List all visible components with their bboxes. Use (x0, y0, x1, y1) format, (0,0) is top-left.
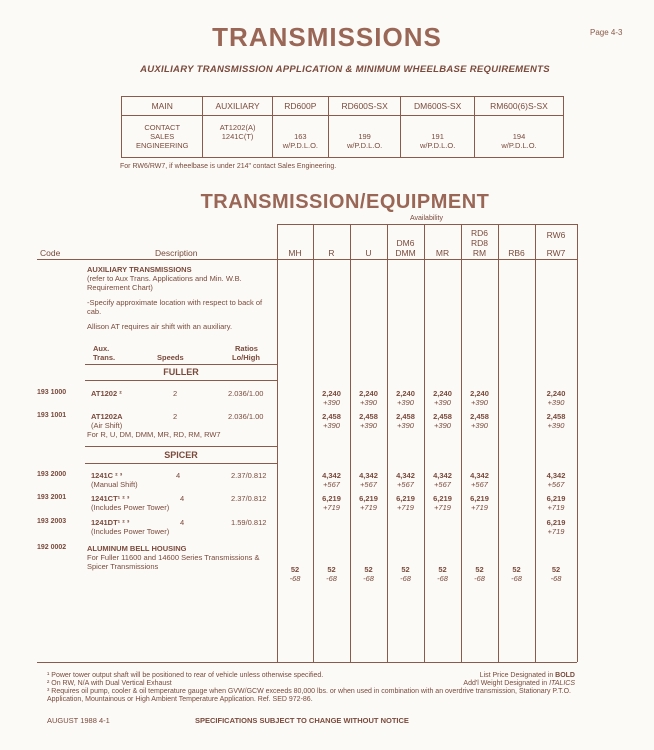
list-price: 4,342 (433, 471, 452, 480)
value-cell (387, 412, 424, 430)
application-table (121, 96, 564, 158)
col-divider (387, 224, 388, 662)
row-code: 193 1001 (37, 412, 67, 419)
list-price: 4,342 (359, 471, 378, 480)
added-weight: -68 (437, 574, 448, 583)
added-weight: +390 (434, 421, 451, 430)
col-divider (577, 224, 578, 662)
added-weight: +719 (547, 503, 565, 512)
list-price: 6,219 (433, 494, 452, 503)
header-rd600p: RD600P (272, 97, 328, 116)
aux-specify: -Specify approximate location with respect to back of cab. (87, 298, 263, 316)
col-rw7: RW7 (546, 248, 566, 258)
value-cell (535, 389, 577, 407)
col-r: R (328, 248, 335, 258)
row-code: 192 0002 (37, 544, 67, 551)
col-mr: MR (435, 248, 450, 258)
row-speeds: 4 (180, 518, 185, 527)
page-title: TRANSMISSIONS (212, 22, 442, 52)
aux-reference: (refer to Aux Trans. Applications and Min. W.B. Requirement Chart) (87, 274, 242, 292)
value-cell (313, 471, 350, 489)
sub-ratios: Ratios (235, 344, 258, 353)
added-weight: +390 (547, 421, 565, 430)
added-weight: +390 (323, 421, 340, 430)
list-price: 2,240 (359, 389, 378, 398)
value-cell (424, 494, 461, 512)
added-weight: +567 (360, 480, 377, 489)
value-cell (350, 565, 387, 583)
row-code: 193 2003 (37, 518, 67, 525)
added-weight: +390 (360, 398, 377, 407)
sub-trans: Trans. (93, 353, 116, 362)
sub-speeds: Speeds (157, 353, 184, 362)
list-price: 6,219 (546, 518, 566, 527)
cell-dm600s: 191 w/P.D.L.O. (401, 116, 475, 158)
added-weight: +390 (360, 421, 377, 430)
list-price: 2,458 (322, 412, 341, 421)
cell-rm600: 194 w/P.D.L.O. (475, 116, 564, 158)
list-price: 52 (327, 565, 336, 574)
cell-main: CONTACT SALES ENGINEERING (122, 116, 203, 158)
value-cell (424, 565, 461, 583)
value-cell (535, 494, 577, 512)
header-rd600s: RD600S-SX (328, 97, 400, 116)
row-model: 1241C ² ³ (91, 471, 123, 480)
spicer-heading: SPICER (164, 450, 198, 460)
added-weight: +719 (434, 503, 451, 512)
legend-italic: Add'l Weight Designated in ITALICS (463, 680, 575, 687)
col-divider (535, 224, 536, 662)
added-weight: -68 (474, 574, 485, 583)
value-cell (313, 565, 350, 583)
row-code: 193 2000 (37, 471, 67, 478)
value-cell (313, 389, 350, 407)
list-price: 52 (438, 565, 447, 574)
row-ratio: 2.036/1.00 (228, 412, 264, 421)
sub-lohigh: Lo/High (232, 353, 260, 362)
bottom-rule (37, 662, 577, 663)
added-weight: +719 (360, 503, 377, 512)
row-ratio: 2.37/0.812 (231, 471, 267, 480)
rule (85, 380, 277, 381)
cell-rd600s: 199 w/P.D.L.O. (328, 116, 400, 158)
col-description: Description (155, 248, 198, 258)
value-cell (535, 565, 577, 583)
value-cell (350, 471, 387, 489)
added-weight: +390 (434, 398, 451, 407)
value-cell (461, 389, 498, 407)
row-ratio: 2.37/0.812 (231, 494, 267, 503)
list-price: 2,240 (470, 389, 489, 398)
value-cell (461, 565, 498, 583)
value-cell (461, 494, 498, 512)
value-cell (387, 389, 424, 407)
added-weight: +567 (397, 480, 414, 489)
header-rule (37, 259, 577, 260)
list-price: 2,458 (433, 412, 452, 421)
list-price: 4,342 (322, 471, 341, 480)
added-weight: +567 (323, 480, 340, 489)
list-price: 52 (401, 565, 410, 574)
header-rm600: RM600(6)S-SX (475, 97, 564, 116)
value-cell (498, 565, 535, 583)
value-cell (535, 518, 577, 536)
added-weight: +719 (323, 503, 340, 512)
row-speeds: 4 (180, 494, 185, 503)
sub-aux: Aux. (93, 344, 110, 353)
value-cell (461, 412, 498, 430)
row-model: 1241CT¹ ² ³ (91, 494, 130, 503)
added-weight: +390 (397, 398, 414, 407)
value-cell (387, 494, 424, 512)
list-price: 2,458 (396, 412, 415, 421)
value-cell (424, 471, 461, 489)
section-subtitle: AUXILIARY TRANSMISSION APPLICATION & MINIMUM WHEELBASE REQUIREMENTS (140, 64, 550, 75)
col-dmm: DMM (395, 248, 416, 258)
list-price: 52 (364, 565, 373, 574)
value-cell (350, 389, 387, 407)
added-weight: +390 (471, 421, 488, 430)
value-cell (350, 494, 387, 512)
col-divider (350, 224, 351, 662)
added-weight: +390 (547, 398, 565, 407)
row-speeds: 2 (173, 389, 178, 398)
list-price: 2,240 (546, 389, 566, 398)
footnote-2: ² On RW, N/A with Dual Vertical Exhaust (47, 680, 172, 687)
added-weight: +567 (434, 480, 451, 489)
list-price: 2,458 (470, 412, 489, 421)
list-price: 6,219 (359, 494, 378, 503)
equipment-title: TRANSMISSION/EQUIPMENT (200, 191, 490, 213)
value-cell (535, 412, 577, 430)
col-code: Code (40, 248, 61, 258)
col-divider (277, 224, 278, 662)
row-sub: (Air Shift) (91, 421, 123, 430)
col-mh: MH (288, 248, 302, 258)
row-sub: For Fuller 11600 and 14600 Series Transmissions & Spicer Transmissions (87, 553, 260, 571)
col-rm: RM (472, 248, 487, 258)
value-cell (535, 471, 577, 489)
list-price: 6,219 (396, 494, 415, 503)
added-weight: -68 (289, 574, 301, 583)
rule (85, 463, 277, 464)
rule (85, 446, 277, 447)
availability-rule (277, 224, 577, 225)
added-weight: +719 (397, 503, 414, 512)
legend-bold: List Price Designated in BOLD (479, 672, 575, 679)
page-number: Page 4-3 (590, 28, 623, 37)
row-model: ALUMINUM BELL HOUSING (87, 544, 187, 553)
value-cell (387, 565, 424, 583)
col-divider (424, 224, 425, 662)
row-sub: (Includes Power Tower) (91, 503, 170, 512)
row-sub: (Includes Power Tower) (91, 527, 170, 536)
list-price: 52 (512, 565, 521, 574)
list-price: 2,240 (322, 389, 341, 398)
row-model: AT1202 ² (91, 389, 122, 398)
added-weight: -68 (363, 574, 374, 583)
value-cell (424, 389, 461, 407)
header-dm600s: DM600S-SX (401, 97, 475, 116)
added-weight: -68 (326, 574, 337, 583)
rule (85, 364, 277, 365)
added-weight: +390 (471, 398, 488, 407)
value-cell (461, 471, 498, 489)
list-price: 52 (290, 565, 300, 574)
list-price: 6,219 (322, 494, 341, 503)
added-weight: +567 (471, 480, 488, 489)
row-model: AT1202A (91, 412, 123, 421)
row-ratio: 2.036/1.00 (228, 389, 264, 398)
list-price: 4,342 (470, 471, 489, 480)
list-price: 2,458 (359, 412, 378, 421)
list-price: 2,240 (433, 389, 452, 398)
list-price: 52 (551, 565, 561, 574)
value-cell (277, 565, 313, 583)
list-price: 2,240 (396, 389, 415, 398)
col-rw6: RW6 (546, 230, 566, 240)
added-weight: -68 (511, 574, 522, 583)
list-price: 6,219 (546, 494, 566, 503)
row-code: 193 2001 (37, 494, 67, 501)
col-u: U (365, 248, 372, 258)
footnote-3: ³ Requires oil pump, cooler & oil temperature gauge when GVW/GCW exceeds 80,000 lbs. or when used in combination with an overdrive transmission, Stationary P.T.O. Application, Mountainous or High Ambient Temperature Application. Ref. SED 972-86. (47, 688, 571, 703)
col-divider (313, 224, 314, 662)
added-weight: -68 (550, 574, 562, 583)
list-price: 4,342 (546, 471, 566, 480)
value-cell (350, 412, 387, 430)
list-price: 2,458 (546, 412, 566, 421)
value-cell (313, 412, 350, 430)
row-note: For R, U, DM, DMM, MR, RD, RM, RW7 (87, 430, 221, 439)
aux-heading: AUXILIARY TRANSMISSIONS (87, 265, 192, 274)
wheelbase-note: For RW6/RW7, if wheelbase is under 214" contact Sales Engineering. (120, 163, 337, 170)
col-rb6: RB6 (508, 248, 525, 258)
row-speeds: 4 (176, 471, 181, 480)
cell-auxiliary: AT1202(A) 1241C(T) (203, 116, 272, 158)
header-main: MAIN (122, 97, 203, 116)
col-rd8: RD8 (470, 238, 488, 248)
col-divider (461, 224, 462, 662)
added-weight: +719 (547, 527, 565, 536)
row-code: 193 1000 (37, 389, 67, 396)
col-rd6: RD6 (470, 228, 488, 238)
cell-rd600p: 163 w/P.D.L.O. (272, 116, 328, 158)
value-cell (313, 494, 350, 512)
value-cell (387, 471, 424, 489)
row-sub: (Manual Shift) (91, 480, 138, 489)
change-notice: SPECIFICATIONS SUBJECT TO CHANGE WITHOUT NOTICE (195, 716, 409, 725)
list-price: 6,219 (470, 494, 489, 503)
list-price: 4,342 (396, 471, 415, 480)
added-weight: -68 (400, 574, 411, 583)
availability-label: Availability (410, 215, 443, 222)
footnote-1: ¹ Power tower output shaft will be positioned to rear of vehicle unless otherwise specified. (47, 672, 324, 679)
fuller-heading: FULLER (163, 367, 199, 377)
row-ratio: 1.59/0.812 (231, 518, 267, 527)
row-model: 1241DT¹ ² ³ (91, 518, 130, 527)
value-cell (424, 412, 461, 430)
added-weight: +567 (547, 480, 565, 489)
added-weight: +390 (323, 398, 340, 407)
added-weight: +390 (397, 421, 414, 430)
list-price: 52 (475, 565, 484, 574)
header-auxiliary: AUXILIARY (203, 97, 272, 116)
col-dm6: DM6 (396, 238, 415, 248)
col-divider (498, 224, 499, 662)
added-weight: +719 (471, 503, 488, 512)
print-date: AUGUST 1988 4-1 (47, 716, 110, 725)
row-speeds: 2 (173, 412, 178, 421)
aux-allison: Allison AT requires air shift with an auxiliary. (87, 322, 233, 331)
